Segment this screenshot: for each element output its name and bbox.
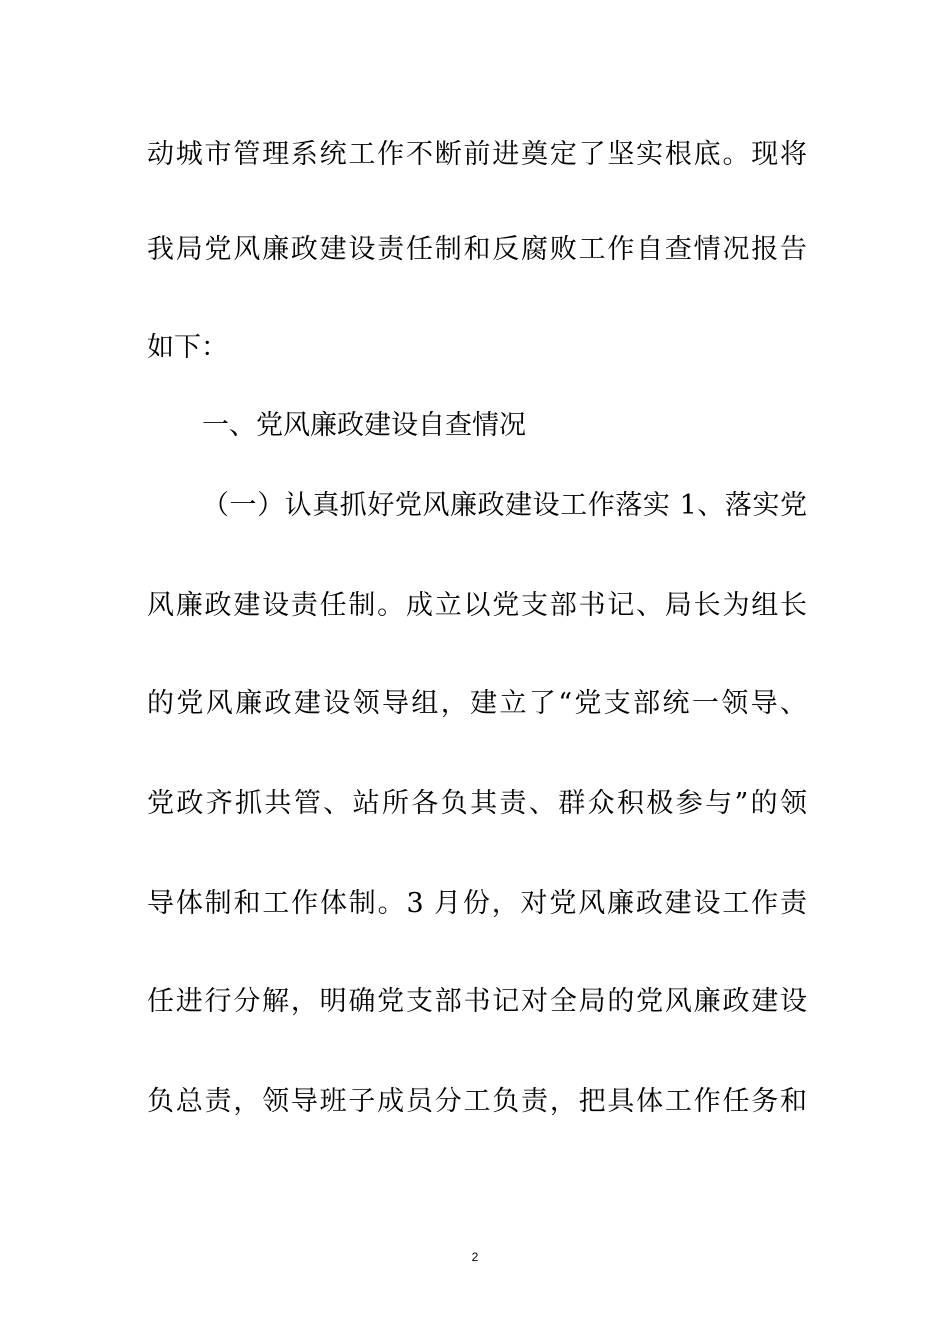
text-line-3: 如下： <box>147 332 228 363</box>
text-line-2: 我局党风廉政建设责任制和反腐败工作自查情况报告 <box>147 234 807 265</box>
text-line-1: 动城市管理系统工作不断前进奠定了坚实根底。现将 <box>147 139 807 170</box>
text-line-7: 的党风廉政建设领导组，建立了“党支部统一领导、 <box>147 688 807 719</box>
text-line-9: 导体制和工作体制。3 月份，对党风廉政建设工作责 <box>147 888 807 919</box>
text-line-8: 党政齐抓共管、站所各负其责、群众积极参与”的领 <box>147 788 807 819</box>
page-number: 2 <box>471 1250 479 1264</box>
text-line-10: 任进行分解，明确党支部书记对全局的党风廉政建设 <box>147 986 807 1017</box>
subsection-line: （一）认真抓好党风廉政建设工作落实 1、落实党 <box>202 490 807 521</box>
text-line-11: 负总责，领导班子成员分工负责，把具体工作任务和 <box>147 1086 807 1117</box>
section-heading: 一、党风廉政建设自查情况 <box>202 410 526 441</box>
text-line-6: 风廉政建设责任制。成立以党支部书记、局长为组长 <box>147 590 807 621</box>
